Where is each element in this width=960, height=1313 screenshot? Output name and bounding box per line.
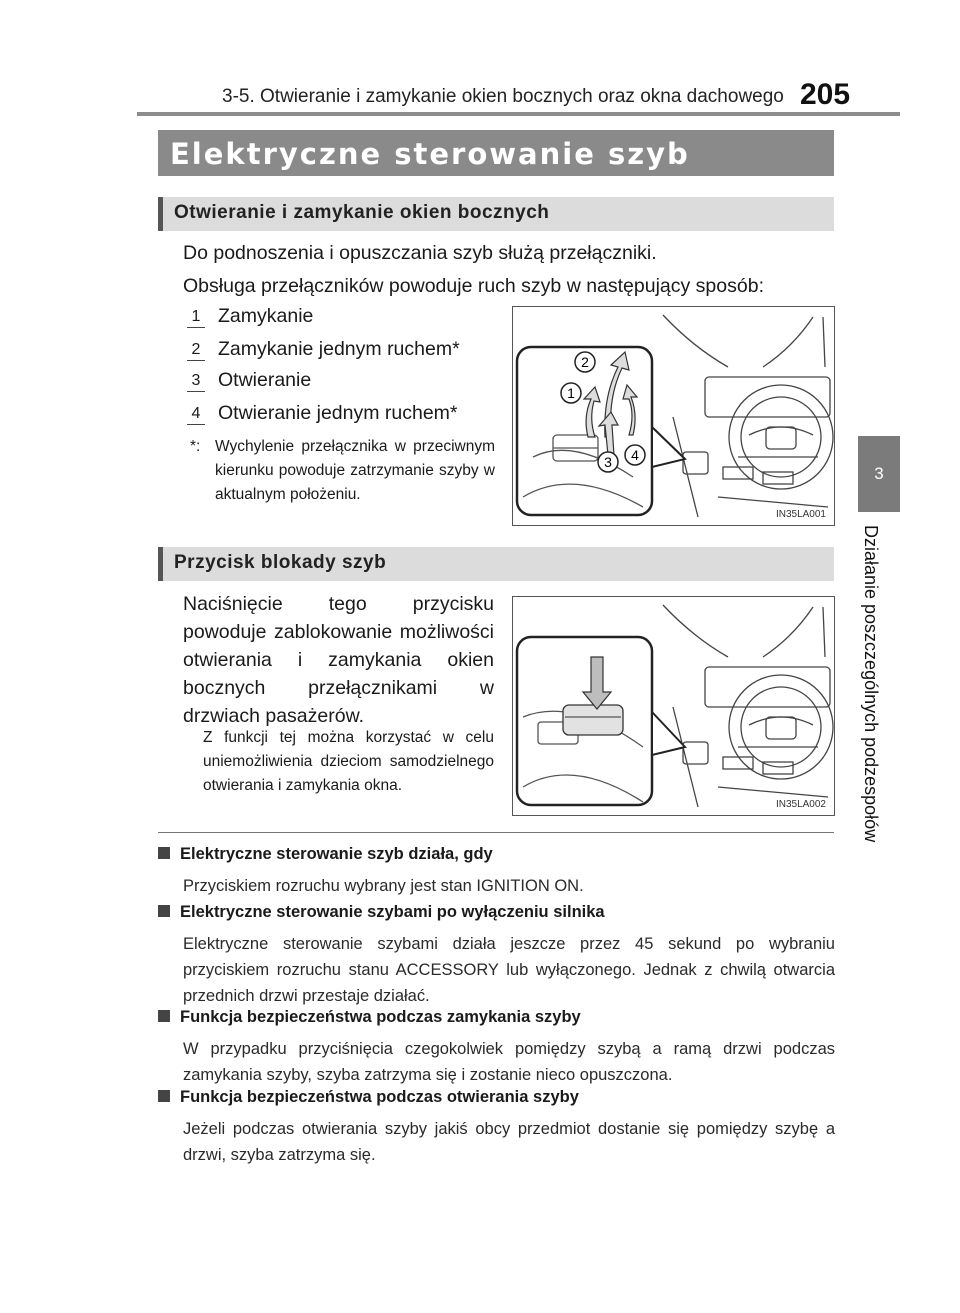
footnote-mark: *: (190, 438, 201, 455)
section-heading: Otwieranie i zamykanie okien bocznych (174, 202, 550, 223)
item-number: 1 (187, 307, 205, 328)
callout-3: 3 (604, 454, 612, 470)
chapter-tab (858, 436, 900, 512)
footnote-text: Wychylenie przełącznika w przeciwnym kierunku powoduje zatrzymanie szyby w aktualnym położeniu. (215, 438, 495, 503)
item-number: 3 (187, 371, 205, 392)
note-body: W przypadku przyciśnięcia czegokolwiek pomiędzy szybą a ramą drzwi podczas zamykania szyby, szyba zatrzyma się i zostanie nieco opuszczona. (183, 1040, 835, 1084)
heading-accent (158, 197, 163, 231)
chapter-label: Działanie poszczególnych podzespołów (861, 525, 881, 843)
item-number: 4 (187, 404, 205, 425)
note-title: Funkcja bezpieczeństwa podczas otwierania szyby (158, 1088, 579, 1107)
running-header-section: 3-5. Otwieranie i zamykanie okien bocznych oraz okna dachowego (222, 86, 784, 107)
header-rule (137, 112, 900, 116)
item-label: Otwieranie (218, 369, 312, 391)
figure-window-switch (512, 306, 835, 526)
window-switch-illustration (513, 307, 834, 525)
section-heading: Przycisk blokady szyb (174, 552, 387, 573)
page-title-bar (158, 130, 834, 176)
heading-accent (158, 547, 163, 581)
note-title: Funkcja bezpieczeństwa podczas zamykania szyby (158, 1008, 581, 1027)
page-title: Elektryczne sterowanie szyb (170, 137, 690, 171)
item-label: Otwieranie jednym ruchem* (218, 402, 458, 424)
item-label: Zamykanie jednym ruchem* (218, 338, 460, 360)
lock-note: Z funkcji tej można korzystać w celu uniemożliwienia dzieciom samodzielnego otwierania i zamykania okna. (203, 729, 494, 794)
square-bullet-icon (158, 905, 170, 917)
item-number: 2 (187, 340, 205, 361)
callout-4: 4 (631, 447, 639, 463)
note-body: Elektryczne sterowanie szybami działa jeszcze przez 45 sekund po wybraniu przyciskiem rozruchu stanu ACCESSORY lub wyłączonego. Jednak z chwilą otwarcia przednich drzwi przestaje działać. (183, 935, 835, 1005)
item-label: Zamykanie (218, 305, 314, 327)
note-title: Elektryczne sterowanie szyb działa, gdy (158, 845, 493, 864)
figure-code: IN35LA002 (775, 799, 826, 810)
figure-lock-button (512, 596, 835, 816)
callout-1: 1 (567, 385, 575, 401)
lock-button-illustration (513, 597, 834, 815)
section-heading-bar (158, 547, 834, 581)
page-number: 205 (800, 78, 851, 111)
intro-paragraph: Do podnoszenia i opuszczania szyb służą przełączniki. (183, 242, 657, 264)
note-body: Przyciskiem rozruchu wybrany jest stan IGNITION ON. (183, 877, 584, 895)
note-title: Elektryczne sterowanie szybami po wyłączeniu silnika (158, 903, 605, 922)
square-bullet-icon (158, 1090, 170, 1102)
note-body: Jeżeli podczas otwierania szyby jakiś obcy przedmiot dostanie się pomiędzy szybę a drzwi, szyba zatrzyma się. (183, 1120, 835, 1164)
intro-paragraph: Obsługa przełączników powoduje ruch szyb w następujący sposób: (183, 275, 764, 297)
callout-2: 2 (581, 354, 589, 370)
chapter-number: 3 (874, 464, 884, 483)
figure-code: IN35LA001 (775, 509, 826, 520)
square-bullet-icon (158, 1010, 170, 1022)
section-heading-bar (158, 197, 834, 231)
square-bullet-icon (158, 847, 170, 859)
section-divider (158, 832, 834, 833)
lock-description: Naciśnięcie tego przycisku powoduje zablokowanie możliwości otwierania i zamykania okien bocznych przełącznikami w drzwiach pasażerów. (183, 593, 494, 727)
